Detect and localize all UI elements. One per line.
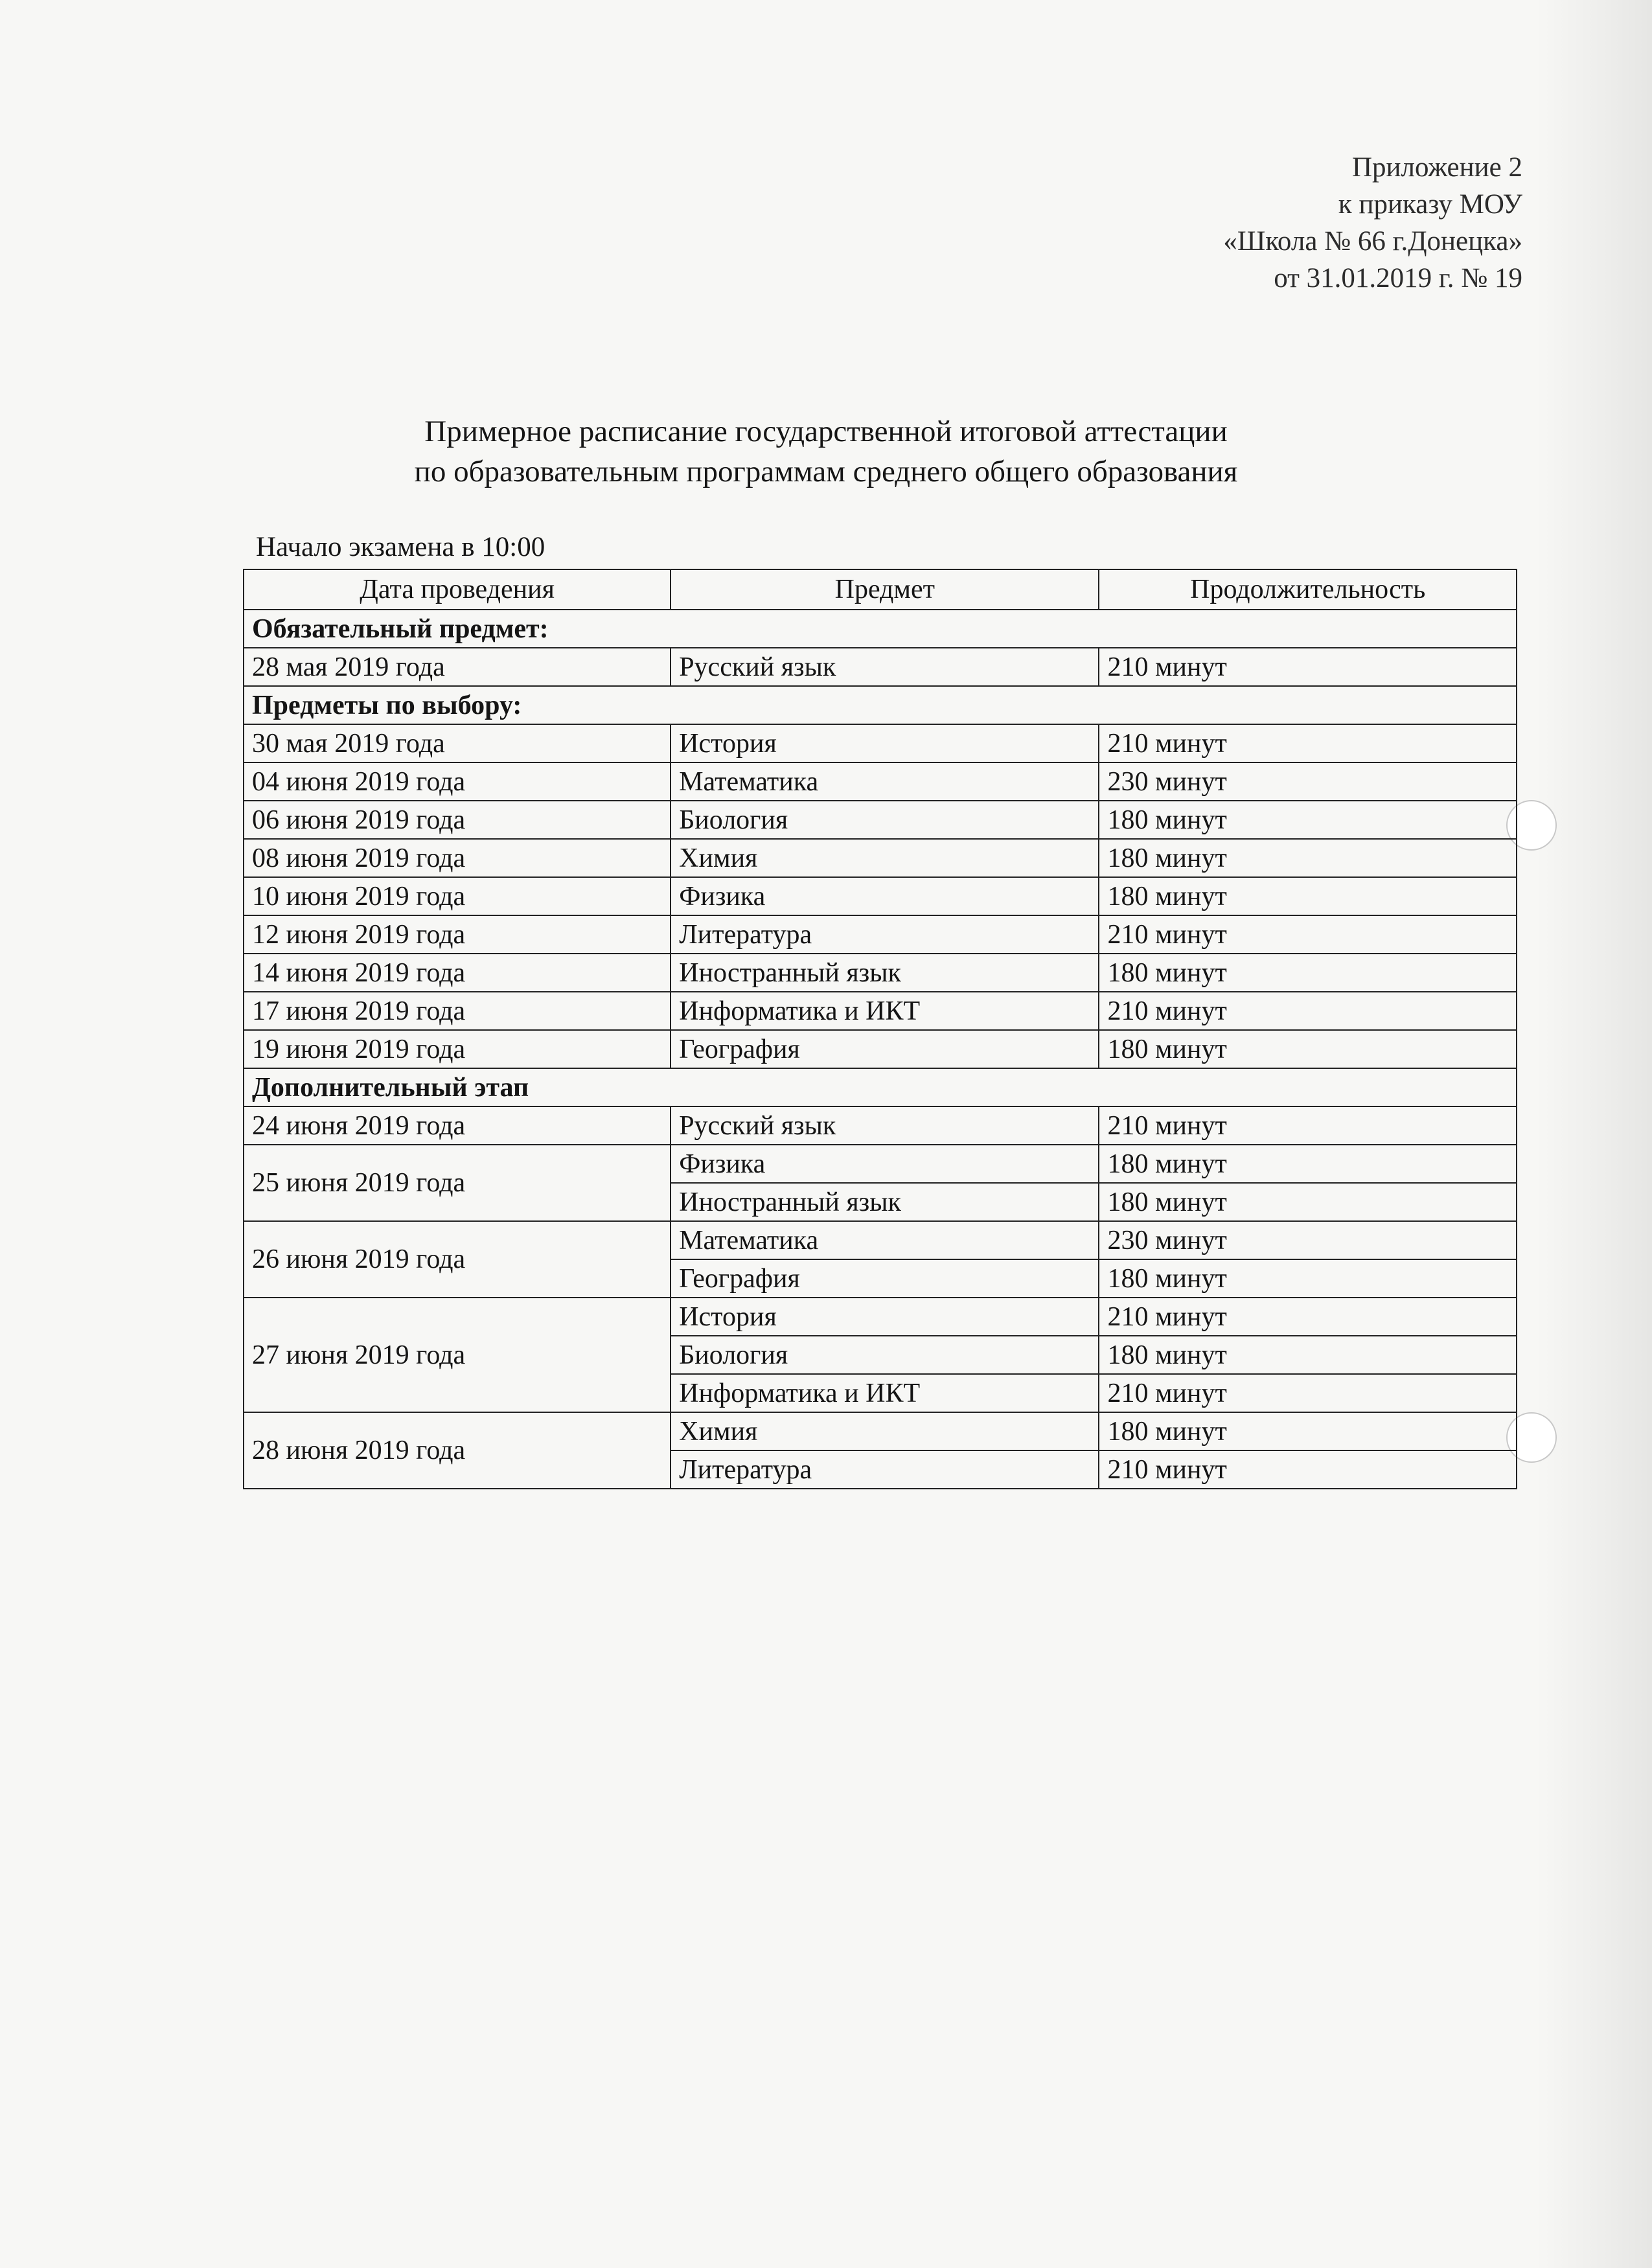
exam-date: 28 мая 2019 года <box>244 648 671 686</box>
table-row <box>244 839 1517 877</box>
table-row <box>244 762 1517 801</box>
table-row <box>244 1412 1517 1450</box>
exam-subject: Литература <box>671 915 1099 954</box>
exam-subject: Физика <box>671 877 1099 915</box>
exam-duration: 210 минут <box>1099 1374 1517 1412</box>
exam-duration: 210 минут <box>1099 1106 1517 1145</box>
table-body <box>244 610 1517 1489</box>
table-row <box>244 992 1517 1030</box>
exam-subject: История <box>671 724 1099 762</box>
table-row <box>244 1106 1517 1145</box>
exam-duration: 210 минут <box>1099 915 1517 954</box>
table-row <box>244 1145 1517 1183</box>
section-title-elective: Предметы по выбору: <box>244 686 1517 724</box>
section-row <box>244 1068 1517 1106</box>
exam-duration: 210 минут <box>1099 1450 1517 1489</box>
exam-date: 06 июня 2019 года <box>244 801 671 839</box>
appendix-header <box>1223 149 1522 297</box>
exam-date: 12 июня 2019 года <box>244 915 671 954</box>
exam-duration: 210 минут <box>1099 724 1517 762</box>
exam-duration: 210 минут <box>1099 648 1517 686</box>
school-name: «Школа № 66 г.Донецка» <box>1223 226 1522 257</box>
document-title-line1: Примерное расписание государственной итоговой аттестации <box>424 415 1228 448</box>
exam-duration: 210 минут <box>1099 992 1517 1030</box>
column-header-subject: Предмет <box>671 569 1099 610</box>
table-row <box>244 1030 1517 1068</box>
exam-date: 25 июня 2019 года <box>244 1145 671 1221</box>
exam-date: 08 июня 2019 года <box>244 839 671 877</box>
exam-duration: 180 минут <box>1099 877 1517 915</box>
table-row <box>244 1221 1517 1259</box>
order-date: от 31.01.2019 г. № 19 <box>1274 263 1522 293</box>
exam-subject: География <box>671 1030 1099 1068</box>
exam-date: 19 июня 2019 года <box>244 1030 671 1068</box>
order-reference: к приказу МОУ <box>1338 189 1522 220</box>
exam-duration: 180 минут <box>1099 1183 1517 1221</box>
table-header-row <box>244 569 1517 610</box>
exam-duration: 180 минут <box>1099 1336 1517 1374</box>
appendix-number: Приложение 2 <box>1351 152 1522 183</box>
column-header-duration: Продолжительность <box>1099 569 1517 610</box>
exam-subject: Физика <box>671 1145 1099 1183</box>
exam-subject: Информатика и ИКТ <box>671 992 1099 1030</box>
exam-duration: 180 минут <box>1099 1412 1517 1450</box>
column-header-date: Дата проведения <box>244 569 671 610</box>
table-row <box>244 877 1517 915</box>
exam-subject: История <box>671 1298 1099 1336</box>
table-row <box>244 724 1517 762</box>
exam-duration: 180 минут <box>1099 954 1517 992</box>
exam-duration: 230 минут <box>1099 1221 1517 1259</box>
exam-duration: 180 минут <box>1099 801 1517 839</box>
exam-subject: География <box>671 1259 1099 1298</box>
table-row <box>244 801 1517 839</box>
exam-date: 04 июня 2019 года <box>244 762 671 801</box>
page-fold-shadow <box>1535 0 1652 2268</box>
exam-duration: 230 минут <box>1099 762 1517 801</box>
exam-duration: 180 минут <box>1099 1145 1517 1183</box>
table-row <box>244 915 1517 954</box>
exam-subject: Математика <box>671 762 1099 801</box>
document-title <box>0 411 1652 492</box>
exam-date: 10 июня 2019 года <box>244 877 671 915</box>
exam-date: 14 июня 2019 года <box>244 954 671 992</box>
table-row <box>244 954 1517 992</box>
section-title-mandatory: Обязательный предмет: <box>244 610 1517 648</box>
exam-duration: 180 минут <box>1099 1259 1517 1298</box>
exam-schedule-table <box>243 569 1517 1489</box>
exam-date: 17 июня 2019 года <box>244 992 671 1030</box>
exam-date: 24 июня 2019 года <box>244 1106 671 1145</box>
exam-subject: Биология <box>671 1336 1099 1374</box>
table-row <box>244 1298 1517 1336</box>
exam-duration: 210 минут <box>1099 1298 1517 1336</box>
section-row <box>244 686 1517 724</box>
exam-subject: Математика <box>671 1221 1099 1259</box>
exam-start-time: Начало экзамена в 10:00 <box>256 532 545 562</box>
exam-subject: Биология <box>671 801 1099 839</box>
exam-duration: 180 минут <box>1099 1030 1517 1068</box>
exam-date: 26 июня 2019 года <box>244 1221 671 1298</box>
section-title-additional: Дополнительный этап <box>244 1068 1517 1106</box>
exam-date: 27 июня 2019 года <box>244 1298 671 1412</box>
section-row <box>244 610 1517 648</box>
exam-subject: Русский язык <box>671 648 1099 686</box>
exam-subject: Русский язык <box>671 1106 1099 1145</box>
exam-subject: Иностранный язык <box>671 1183 1099 1221</box>
exam-subject: Иностранный язык <box>671 954 1099 992</box>
exam-date: 28 июня 2019 года <box>244 1412 671 1489</box>
exam-subject: Литература <box>671 1450 1099 1489</box>
exam-subject: Химия <box>671 1412 1099 1450</box>
table-row <box>244 648 1517 686</box>
document-title-line2: по образовательным программам среднего общего образования <box>414 455 1238 488</box>
exam-subject: Информатика и ИКТ <box>671 1374 1099 1412</box>
exam-date: 30 мая 2019 года <box>244 724 671 762</box>
exam-duration: 180 минут <box>1099 839 1517 877</box>
exam-subject: Химия <box>671 839 1099 877</box>
